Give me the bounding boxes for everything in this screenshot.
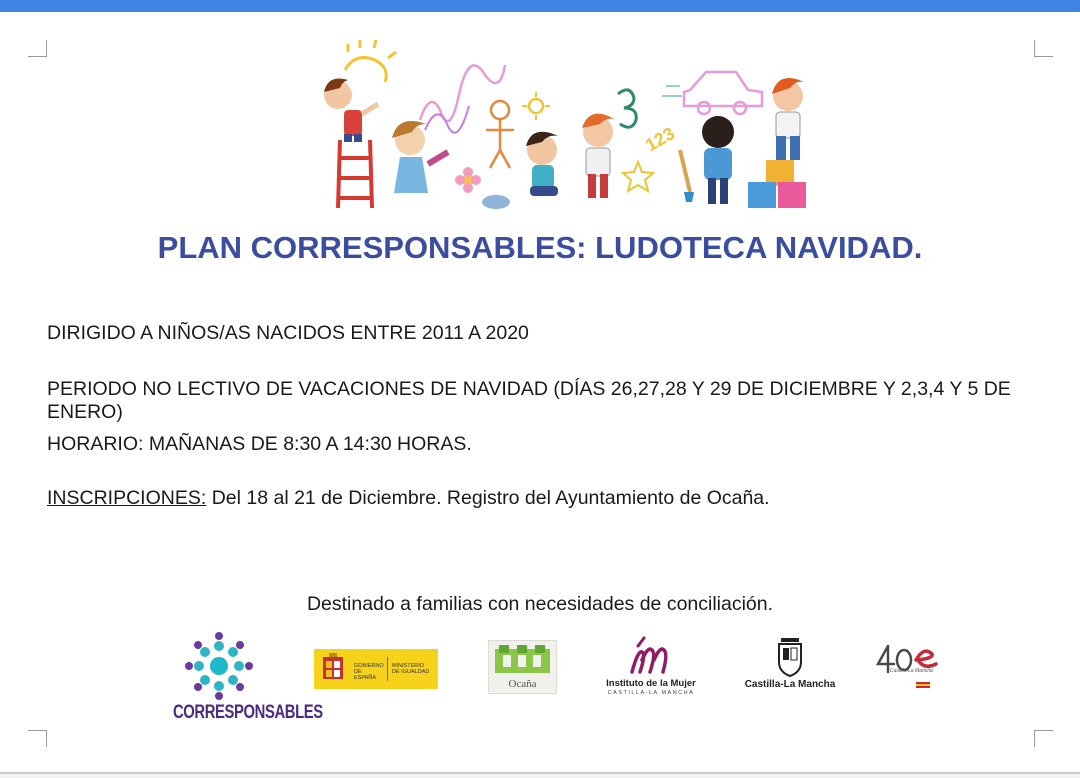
corresponsables-logo <box>160 632 323 736</box>
registration-label: INSCRIPCIONES: <box>47 487 207 509</box>
corresponsables-emblem-icon <box>160 632 278 702</box>
page-corner-mark-top-left <box>28 40 47 57</box>
top-bar <box>0 0 1080 12</box>
clm-label: Castilla-La Mancha <box>744 679 836 690</box>
gobierno-espana-logo <box>314 649 438 689</box>
page-corner-mark-bottom-left <box>28 730 47 747</box>
page-corner-mark-bottom-right <box>1034 730 1053 747</box>
instituto-label: Instituto de la Mujer <box>606 678 696 689</box>
castilla-la-mancha-logo <box>742 636 838 694</box>
page-title: PLAN CORRESPONSABLES: LUDOTECA NAVIDAD. <box>157 230 923 265</box>
clm-40-anniversary-logo <box>870 636 948 694</box>
children-drawing-illustration <box>300 40 820 215</box>
bottom-strip <box>0 774 1080 778</box>
registration-details: Del 18 al 21 de Diciembre. Registro del Ayuntamiento de Ocaña. <box>206 487 770 509</box>
period-text: PERIODO NO LECTIVO DE VACACIONES DE NAVIDAD (DÍAS 26,27,28 Y 29 DE DICIEMBRE Y 2,3,4 Y 5 DE ENERO) <box>47 378 1011 423</box>
instituto-mujer-logo <box>598 636 704 698</box>
anniversary-region-label: Castilla-La Mancha <box>890 668 933 674</box>
anniversary-40-icon <box>870 636 948 694</box>
clm-shield-icon <box>742 636 838 678</box>
page-corner-mark-top-right <box>1034 40 1053 57</box>
target-age-text: DIRIGIDO A NIÑOS/AS NACIDOS ENTRE 2011 A 2020 <box>47 322 529 344</box>
instituto-region-label: CASTILLA-LA MANCHA <box>607 690 695 696</box>
ocana-emblem-icon <box>489 641 556 677</box>
gobierno-label: GOBIERNO DE ESPAÑA <box>354 663 384 681</box>
svg-text:123: 123 <box>642 123 679 156</box>
footer-note: Destinado a familias con necesidades de conciliación. <box>306 593 774 615</box>
corresponsables-logo-text: CORRESPONSABLES <box>172 702 323 723</box>
schedule-text: HORARIO: MAÑANAS DE 8:30 A 14:30 HORAS. <box>47 433 472 455</box>
spain-coat-of-arms-icon <box>320 653 346 685</box>
ayuntamiento-ocana-logo <box>488 640 557 694</box>
ministerio-label: MINISTERIO DE IGUALDAD <box>392 663 430 675</box>
gobierno-divider <box>387 657 388 681</box>
instituto-m-icon <box>598 636 704 678</box>
ocana-label: Ocaña <box>508 678 537 690</box>
registration-paragraph <box>47 487 1047 510</box>
